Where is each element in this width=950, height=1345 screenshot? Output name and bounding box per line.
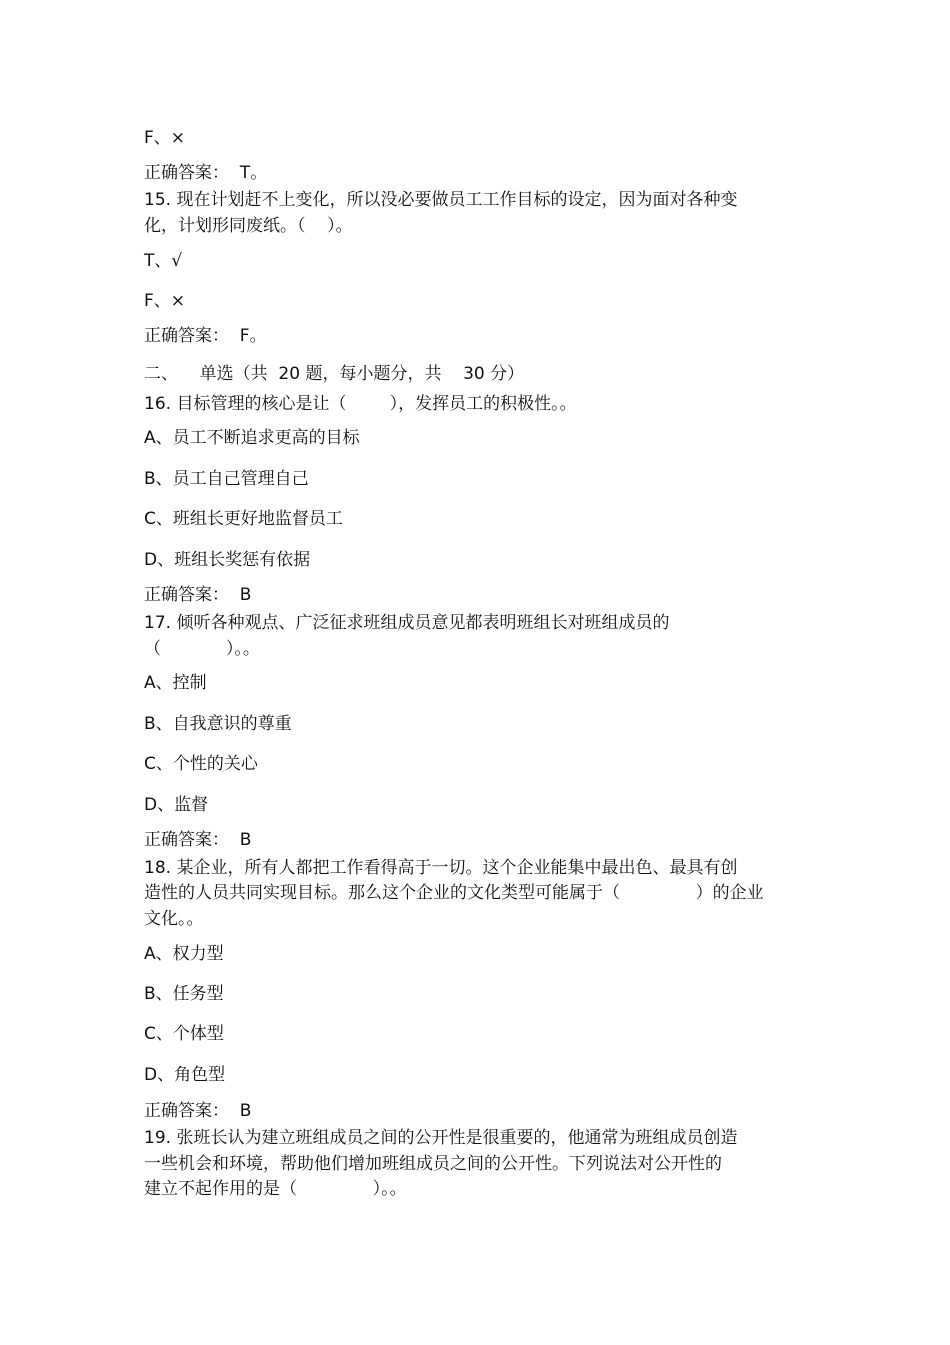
q17-option-d: D、监督	[144, 795, 209, 815]
q17-option-a: A、控制	[144, 673, 207, 693]
q18-correct-answer: 正确答案： B	[144, 1101, 252, 1121]
q15-question-line-2: 化，计划形同废纸。（ ）。	[144, 216, 353, 236]
q18-question-line-1: 18. 某企业，所有人都把工作看得高于一切。这个企业能集中最出色、最具有创	[144, 858, 738, 878]
q16-question: 16. 目标管理的核心是让（ ），发挥员工的积极性。。	[144, 394, 577, 414]
q18-question-line-2: 造性的人员共同实现目标。那么这个企业的文化类型可能属于（ ）的企业	[144, 883, 764, 903]
q18-option-d: D、角色型	[144, 1065, 226, 1085]
q17-question-line-2: （ ）。。	[144, 639, 260, 659]
q17-correct-answer: 正确答案： B	[144, 830, 252, 850]
q15-question-line-1: 15. 现在计划赶不上变化，所以没必要做员工工作目标的设定，因为面对各种变	[144, 190, 738, 210]
q16-option-a: A、员工不断追求更高的目标	[144, 428, 360, 448]
q19-question-line-3: 建立不起作用的是（ ）。。	[144, 1179, 407, 1199]
q16-correct-answer: 正确答案： B	[144, 585, 252, 605]
q18-option-b: B、任务型	[144, 984, 224, 1004]
q16-option-b: B、员工自己管理自己	[144, 469, 309, 489]
section-heading-single-choice: 二、 单选（共 20 题，每小题分，共 30 分）	[144, 364, 525, 384]
q14-correct-answer: 正确答案： T。	[144, 163, 268, 183]
q18-option-a: A、权力型	[144, 944, 224, 964]
q15-correct-answer: 正确答案： F。	[144, 326, 267, 346]
q17-question-line-1: 17. 倾听各种观点、广泛征求班组成员意见都表明班组长对班组成员的	[144, 613, 670, 633]
q18-option-c: C、个体型	[144, 1024, 224, 1044]
q19-question-line-1: 19. 张班长认为建立班组成员之间的公开性是很重要的，他通常为班组成员创造	[144, 1128, 738, 1148]
q15-option-f: F、×	[144, 291, 186, 311]
q18-question-line-3: 文化。。	[144, 909, 204, 929]
q14-option-f: F、×	[144, 128, 186, 148]
q17-option-b: B、自我意识的尊重	[144, 714, 292, 734]
q15-option-t: T、√	[144, 251, 183, 271]
q16-option-c: C、班组长更好地监督员工	[144, 509, 343, 529]
q16-option-d: D、班组长奖惩有依据	[144, 550, 311, 570]
q17-option-c: C、个性的关心	[144, 754, 258, 774]
q19-question-line-2: 一些机会和环境，帮助他们增加班组成员之间的公开性。下列说法对公开性的	[144, 1154, 722, 1174]
